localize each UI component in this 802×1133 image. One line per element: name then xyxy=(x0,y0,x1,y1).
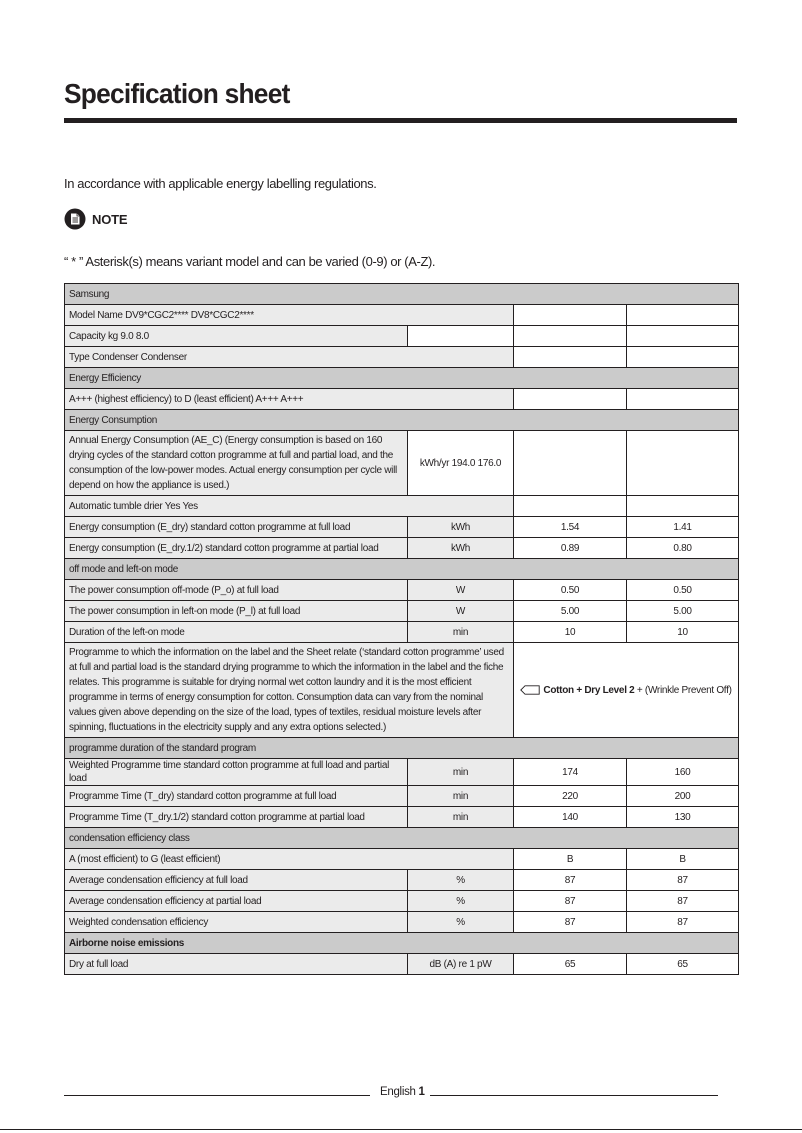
table-row xyxy=(65,559,739,580)
table-row xyxy=(65,580,739,601)
weighted-time-label: Weighted Programme time standard cotton programme at full load and partial load xyxy=(65,759,408,786)
time-full-label: Programme Time (T_dry) standard cotton programme at full load xyxy=(65,786,408,807)
time-full-value-1: 220 xyxy=(514,786,627,807)
energy-efficiency-header: Energy Efficiency xyxy=(65,368,739,389)
table-row xyxy=(65,368,739,389)
energy-class: A+++ (highest efficiency) to D (least efficient) A+++ A+++ xyxy=(65,389,514,410)
cond-class-value-2: B xyxy=(627,849,739,870)
aec-label: Annual Energy Consumption (AE_C) (Energy consumption is based on 160 drying cycles of the standard cotton programme at full and partial load, and the consumption of the low-power modes. Actual energy consumption per cycle will depend on how the appliance is used.) xyxy=(65,431,408,496)
table-row xyxy=(65,601,739,622)
aec-value: kWh/yr 194.0 176.0 xyxy=(408,431,514,496)
brand-header: Samsung xyxy=(65,284,739,305)
specification-table xyxy=(64,283,739,975)
table-row xyxy=(65,517,739,538)
table-row xyxy=(65,431,739,496)
note-label: NOTE xyxy=(92,211,128,227)
left-on-duration-value-2: 10 xyxy=(627,622,739,643)
title-divider xyxy=(64,118,737,123)
cond-class-label: A (most efficient) to G (least efficient) xyxy=(65,849,514,870)
cond-full-label: Average condensation efficiency at full load xyxy=(65,870,408,891)
table-row xyxy=(65,410,739,431)
edry-partial-unit: kWh xyxy=(408,538,514,559)
programme-label: Programme to which the information on the label and the Sheet relate (‘standard cotton programme’ used at full and partial load is the standard drying programme to which the information in the label and the fiche relates. This programme is suitable for drying normal wet cotton laundry and it is the most efficient programme in terms of energy consumption for cotton. Consumption data can vary from the nominal values given above depending on the size of the load, types of textiles, residual moisture levels after spinning, fluctuations in the electricity supply and any extra options selected.) xyxy=(65,643,514,738)
off-mode-header: off mode and left-on mode xyxy=(65,559,739,580)
table-row xyxy=(65,538,739,559)
page-number xyxy=(380,1086,425,1098)
table-row xyxy=(65,622,739,643)
edry-partial-label: Energy consumption (E_dry.1/2) standard cotton programme at partial load xyxy=(65,538,408,559)
footer-rule-right xyxy=(430,1095,718,1096)
note-text: “ * ” Asterisk(s) means variant model and can be varied (0-9) or (A-Z). xyxy=(64,254,436,269)
po-unit: W xyxy=(408,580,514,601)
left-on-duration-value-1: 10 xyxy=(514,622,627,643)
po-value-2: 0.50 xyxy=(627,580,739,601)
noise-value-1: 65 xyxy=(514,954,627,975)
edry-partial-value-2: 0.80 xyxy=(627,538,739,559)
time-partial-unit: min xyxy=(408,807,514,828)
noise-unit: dB (A) re 1 pW xyxy=(408,954,514,975)
footer-page: 1 xyxy=(418,1086,425,1098)
left-on-duration-label: Duration of the left-on mode xyxy=(65,622,408,643)
cond-partial-label: Average condensation efficiency at partial load xyxy=(65,891,408,912)
time-full-value-2: 200 xyxy=(627,786,739,807)
pl-value-1: 5.00 xyxy=(514,601,627,622)
cond-partial-unit: % xyxy=(408,891,514,912)
page-title: Specification sheet xyxy=(64,78,290,109)
table-row xyxy=(65,954,739,975)
cond-full-value-1: 87 xyxy=(514,870,627,891)
table-row xyxy=(65,347,739,368)
footer-rule-left xyxy=(64,1095,370,1096)
table-row xyxy=(65,933,739,954)
time-partial-value-1: 140 xyxy=(514,807,627,828)
weighted-time-value-2: 160 xyxy=(627,759,739,786)
table-row xyxy=(65,738,739,759)
noise-value-2: 65 xyxy=(627,954,739,975)
weighted-time-unit: min xyxy=(408,759,514,786)
page-footer xyxy=(64,1086,737,1102)
table-row xyxy=(65,870,739,891)
cotton-cycle-icon xyxy=(520,685,540,695)
intro-text: In accordance with applicable energy labelling regulations. xyxy=(64,176,377,191)
time-full-unit: min xyxy=(408,786,514,807)
note-icon xyxy=(64,208,86,230)
noise-label: Dry at full load xyxy=(65,954,408,975)
pl-value-2: 5.00 xyxy=(627,601,739,622)
model-name: Model Name DV9*CGC2**** DV8*CGC2**** xyxy=(65,305,514,326)
programme-cotton: Cotton xyxy=(543,684,574,696)
edry-full-value-2: 1.41 xyxy=(627,517,739,538)
po-value-1: 0.50 xyxy=(514,580,627,601)
noise-header: Airborne noise emissions xyxy=(65,933,739,954)
cond-class-value-1: B xyxy=(514,849,627,870)
table-row xyxy=(65,849,739,870)
table-row xyxy=(65,828,739,849)
table-row xyxy=(65,326,739,347)
table-row xyxy=(65,389,739,410)
dryer-type: Type Condenser Condenser xyxy=(65,347,514,368)
cond-full-value-2: 87 xyxy=(627,870,739,891)
programme-setting xyxy=(514,643,739,738)
duration-header: programme duration of the standard program xyxy=(65,738,739,759)
table-row xyxy=(65,807,739,828)
page-edge-rule xyxy=(0,1129,802,1130)
time-partial-value-2: 130 xyxy=(627,807,739,828)
table-row xyxy=(65,786,739,807)
cond-partial-value-2: 87 xyxy=(627,891,739,912)
left-on-duration-unit: min xyxy=(408,622,514,643)
footer-language: English xyxy=(380,1086,416,1098)
programme-plus: + xyxy=(576,684,582,696)
pl-label: The power consumption in left-on mode (P_l) at full load xyxy=(65,601,408,622)
note-heading xyxy=(64,208,127,230)
table-row xyxy=(65,305,739,326)
edry-full-value-1: 1.54 xyxy=(514,517,627,538)
edry-full-unit: kWh xyxy=(408,517,514,538)
table-row xyxy=(65,912,739,933)
table-row xyxy=(65,759,739,786)
cond-weighted-label: Weighted condensation efficiency xyxy=(65,912,408,933)
capacity: Capacity kg 9.0 8.0 xyxy=(65,326,408,347)
energy-consumption-header: Energy Consumption xyxy=(65,410,739,431)
cond-full-unit: % xyxy=(408,870,514,891)
table-row xyxy=(65,496,739,517)
po-label: The power consumption off-mode (P_o) at full load xyxy=(65,580,408,601)
programme-dry-level: Dry Level 2 xyxy=(584,684,635,696)
edry-partial-value-1: 0.89 xyxy=(514,538,627,559)
cond-weighted-value-2: 87 xyxy=(627,912,739,933)
cond-weighted-value-1: 87 xyxy=(514,912,627,933)
programme-extra: + (Wrinkle Prevent Off) xyxy=(636,684,732,696)
time-partial-label: Programme Time (T_dry.1/2) standard cotton programme at partial load xyxy=(65,807,408,828)
condensation-header: condensation efficiency class xyxy=(65,828,739,849)
cond-partial-value-1: 87 xyxy=(514,891,627,912)
table-row xyxy=(65,643,739,738)
cond-weighted-unit: % xyxy=(408,912,514,933)
table-row xyxy=(65,891,739,912)
edry-full-label: Energy consumption (E_dry) standard cotton programme at full load xyxy=(65,517,408,538)
weighted-time-value-1: 174 xyxy=(514,759,627,786)
automatic-tumble-drier: Automatic tumble drier Yes Yes xyxy=(65,496,514,517)
pl-unit: W xyxy=(408,601,514,622)
table-row xyxy=(65,284,739,305)
